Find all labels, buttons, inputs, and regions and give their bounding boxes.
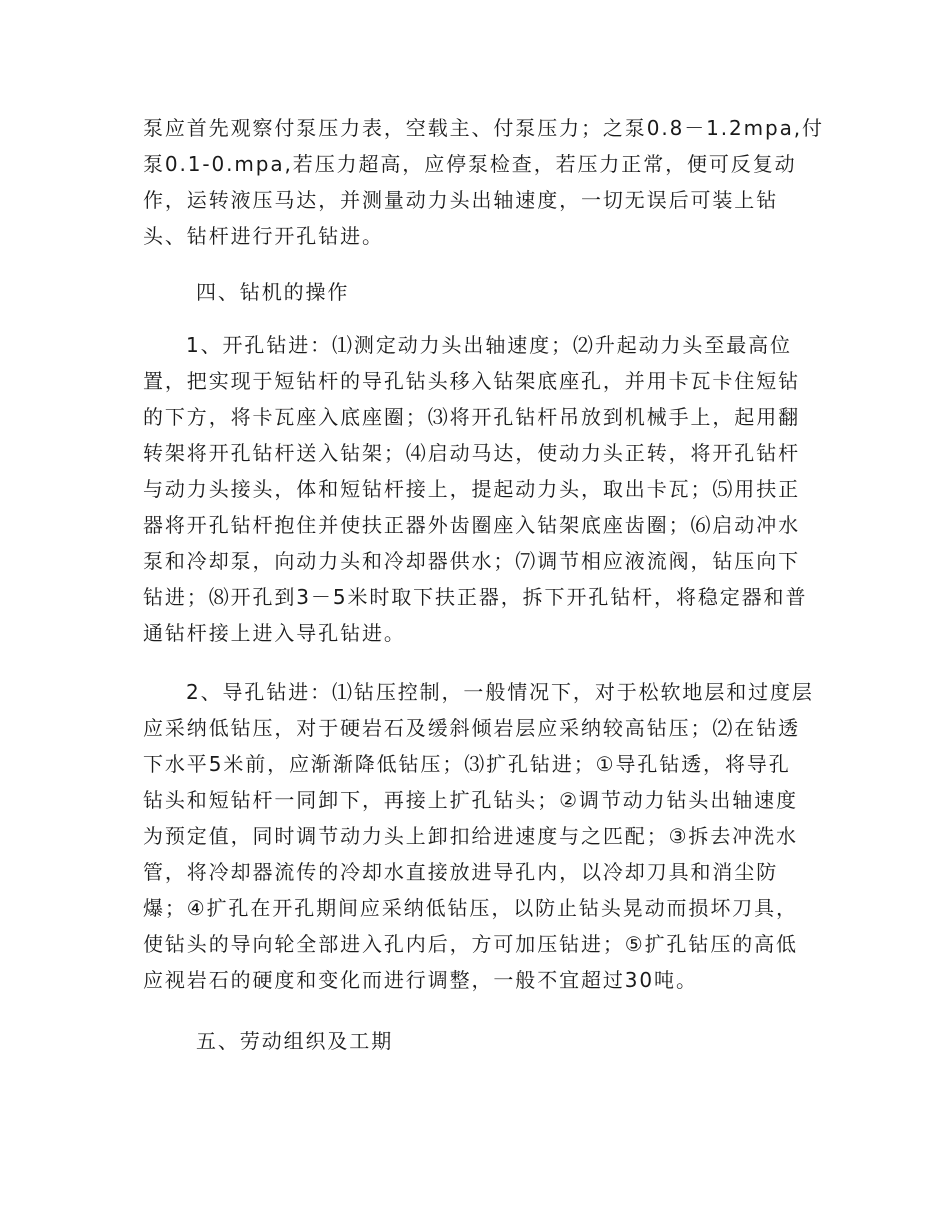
- text-line: 2、导孔钻进：⑴钻压控制，一般情况下，对于松软地层和过度层: [186, 680, 814, 704]
- text-line: 应视岩石的硬度和变化而进行调整，一般不宜超过30吨。: [143, 968, 698, 992]
- text-line: 管，将冷却器流传的冷却水直接放进导孔内，以冷却刀具和消尘防: [143, 860, 779, 884]
- text-line: 钻头和短钻杆一同卸下，再接上扩孔钻头；②调节动力钻头出轴速度: [143, 788, 798, 812]
- text-line: 的下方，将卡瓦座入底座圈；⑶将开孔钻杆吊放到机械手上，起用翻: [143, 405, 800, 429]
- text-line: 泵和冷却泵，向动力头和冷却器供水；⑺调节相应液流阀，钻压向下: [143, 549, 800, 573]
- text-line: 通钻杆接上进入导孔钻进。: [143, 621, 406, 645]
- text-line: 1、开孔钻进：⑴测定动力头出轴速度；⑵升起动力头至最高位: [186, 333, 792, 357]
- text-line: 为预定值，同时调节动力头上卸扣给进速度与之匹配；③拆去冲洗水: [143, 824, 798, 848]
- section-heading: 四、钻机的操作: [196, 280, 350, 304]
- text-line: 与动力头接头，体和短钻杆接上，提起动力头，取出卡瓦；⑸用扶正: [143, 477, 800, 501]
- text-line: 器将开孔钻杆抱住并使扶正器外齿圈座入钻架底座齿圈；⑹启动冲水: [143, 513, 800, 537]
- text-line: 泵应首先观察付泵压力表，空载主、付泵压力；之泵0.8－1.2mpa,付: [143, 116, 824, 140]
- text-line: 爆；④扩孔在开孔期间应采纳低钻压，以防止钻头晃动而损坏刀具，: [143, 896, 798, 920]
- text-line: 应采纳低钻压，对于硬岩石及缓斜倾岩层应采纳较高钻压；⑵在钻透: [143, 716, 800, 740]
- text-line: 钻进；⑻开孔到3－5米时取下扶正器，拆下开孔钻杆，将稳定器和普: [143, 585, 808, 609]
- text-line: 置，把实现于短钻杆的导孔钻头移入钻架底座孔，并用卡瓦卡住短钻: [143, 369, 800, 393]
- text-line: 使钻头的导向轮全部进入孔内后，方可加压钻进；⑤扩孔钻压的高低: [143, 932, 798, 956]
- section-heading: 五、劳动组织及工期: [196, 1029, 394, 1053]
- text-line: 泵0.1-0.mpa,若压力超高，应停泵检查，若压力正常，便可反复动: [143, 152, 797, 176]
- text-line: 作，运转液压马达，并测量动力头出轴速度，一切无误后可装上钻: [143, 188, 779, 212]
- text-line: 转架将开孔钻杆送入钻架；⑷启动马达，使动力头正转，将开孔钻杆: [143, 441, 800, 465]
- text-line: 下水平5米前，应渐渐降低钻压；⑶扩孔钻进；①导孔钻透，将导孔: [143, 752, 791, 776]
- text-line: 头、钻杆进行开孔钻进。: [143, 224, 384, 248]
